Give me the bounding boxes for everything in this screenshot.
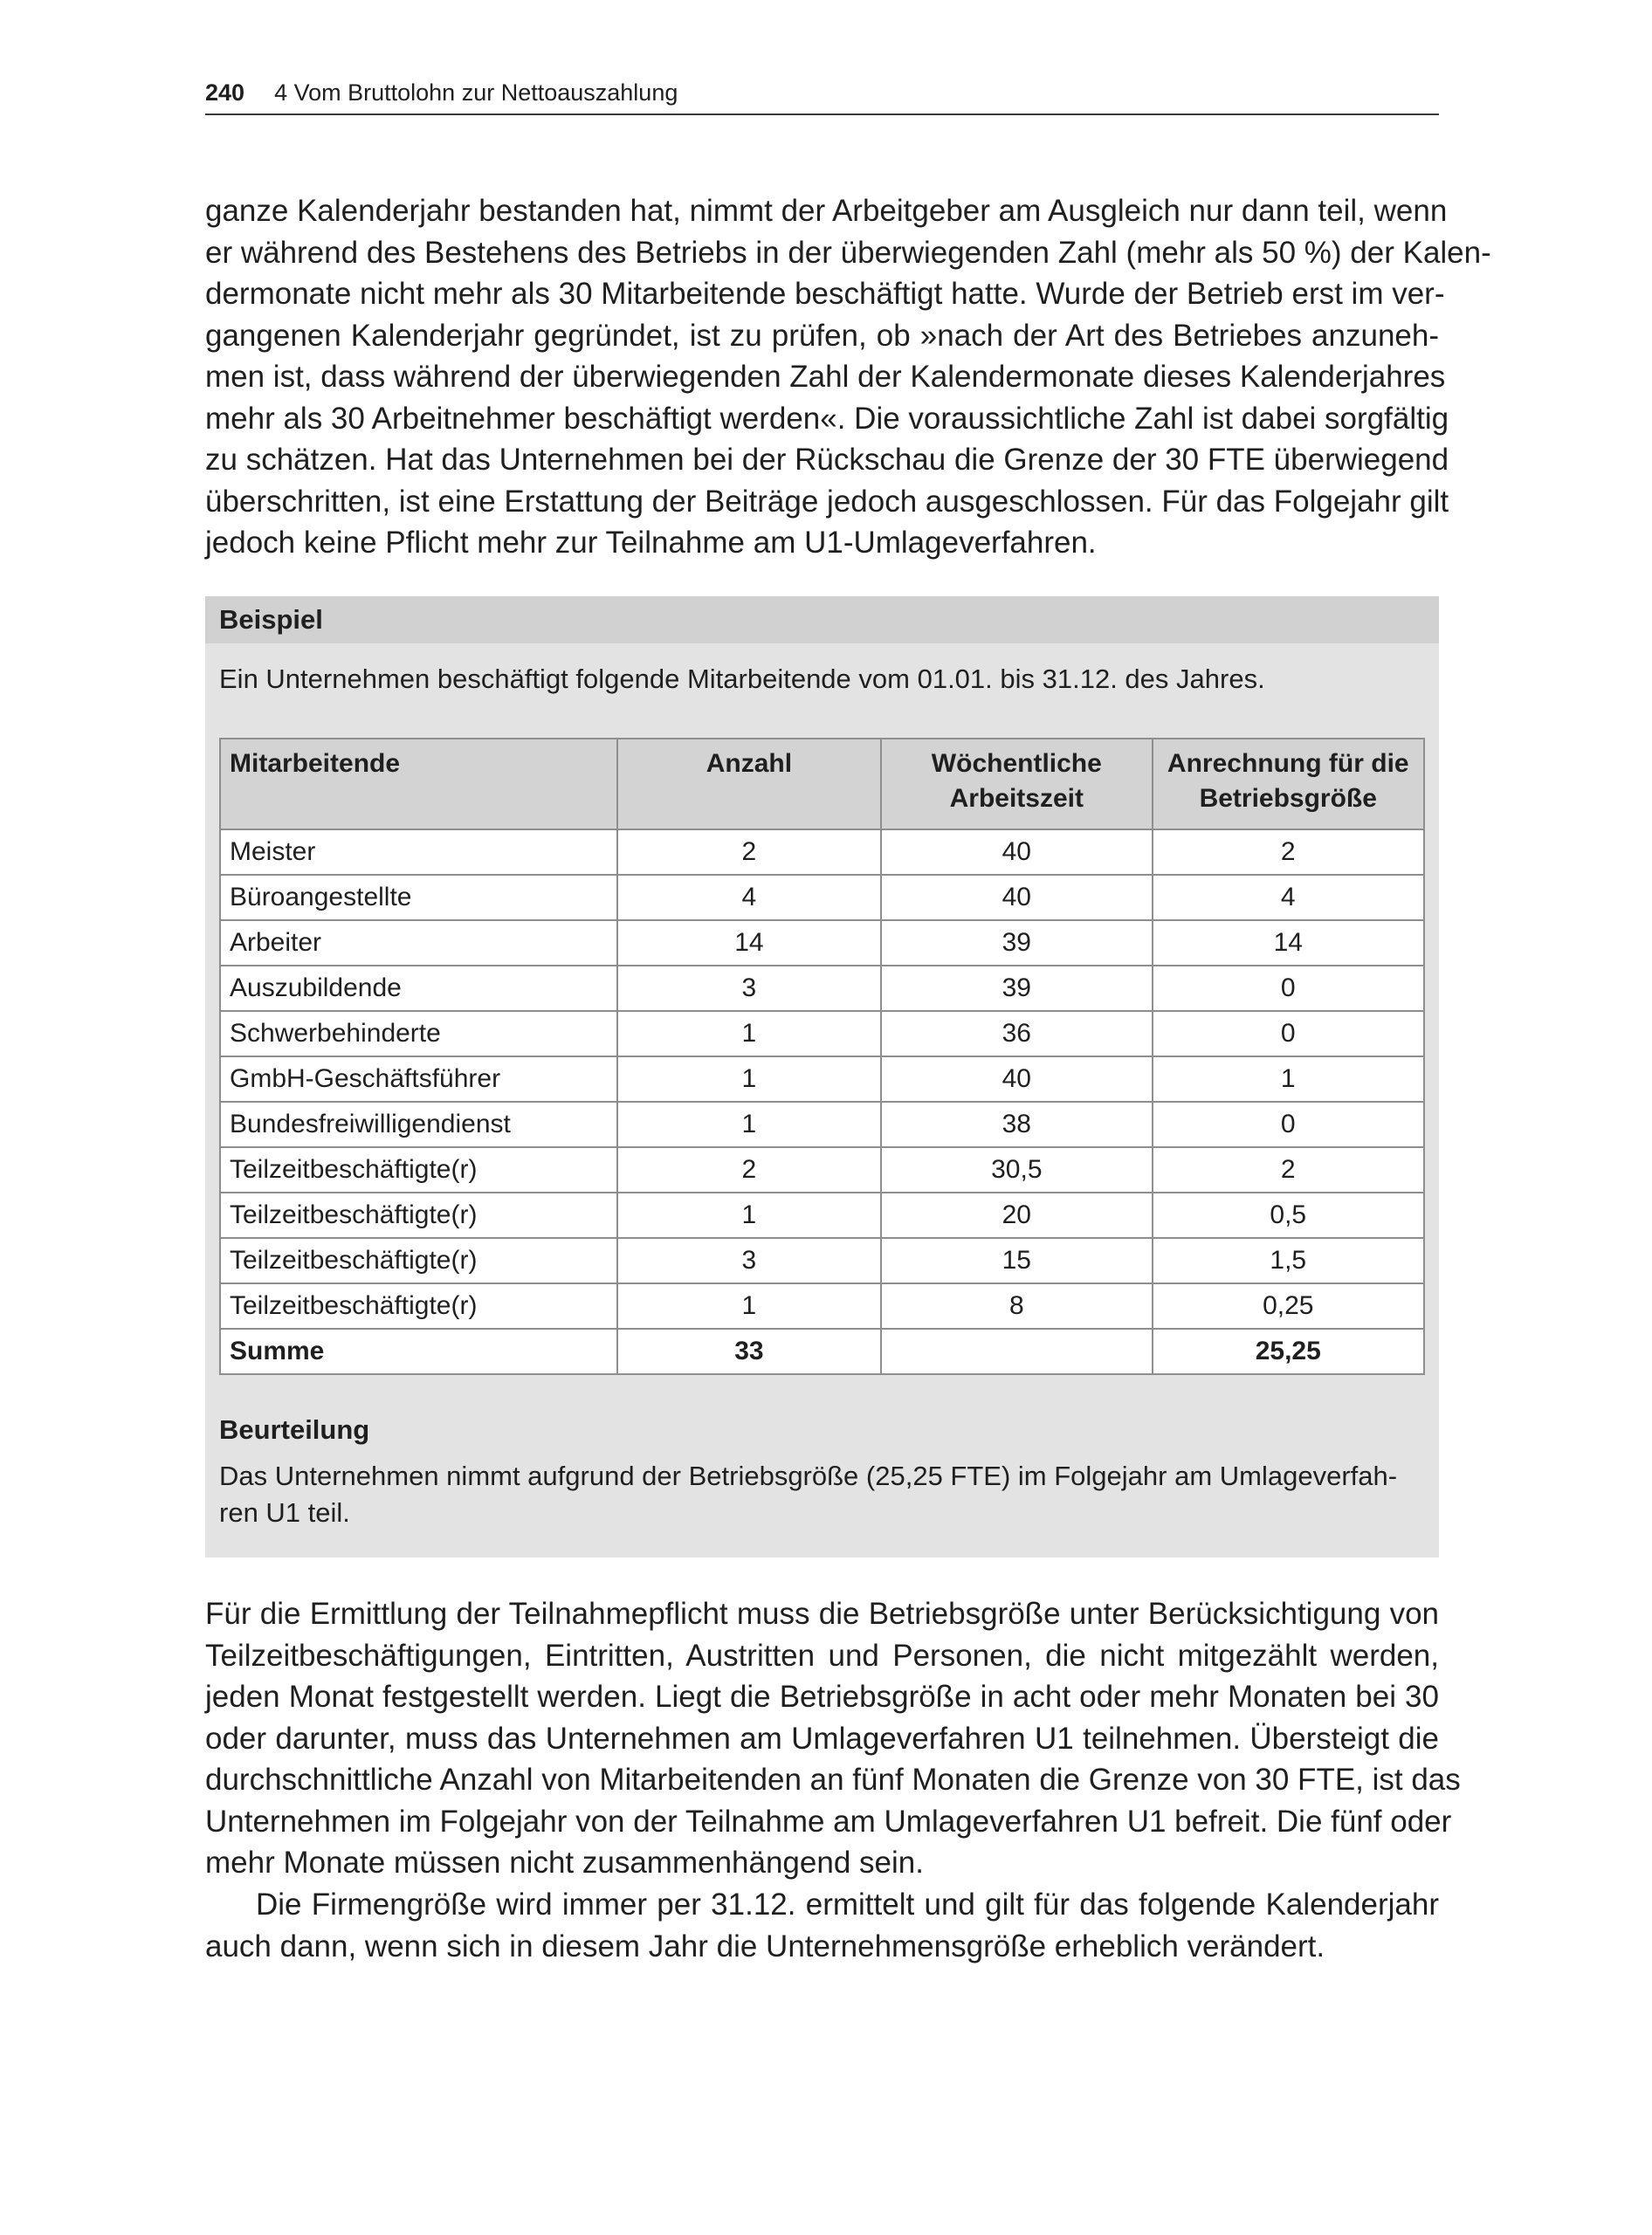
cell-count: 1: [617, 1283, 881, 1329]
text-line: mehr als 30 Arbeitnehmer beschäftigt werden«. Die voraussichtliche Zahl ist dabei sorgfältig: [205, 401, 1449, 436]
column-header-mitarbeitende: Mitarbeitende: [220, 739, 617, 829]
cell-weekly-hours: 15: [881, 1238, 1152, 1283]
table-row: [220, 1102, 1424, 1147]
text-line: mehr Monate müssen nicht zusammenhängend sein.: [205, 1846, 924, 1880]
table-row: [220, 920, 1424, 966]
cell-employee-type: Büroangestellte: [220, 875, 617, 920]
cell-fte-credit: 14: [1153, 920, 1424, 966]
text-line: jeden Monat festgestellt werden. Liegt die Betriebsgröße in acht oder mehr Monaten bei 30: [205, 1680, 1439, 1714]
cell-weekly-hours: 36: [881, 1011, 1152, 1056]
column-header-anzahl: Anzahl: [617, 739, 881, 829]
cell-employee-type: Teilzeitbeschäftigte(r): [220, 1147, 617, 1193]
body-paragraph-1: [205, 1593, 1461, 1884]
employee-table: [219, 738, 1425, 1375]
text-line: Das Unternehmen nimmt aufgrund der Betriebsgröße (25,25 FTE) im Folgejahr am Umlageverfah-: [219, 1461, 1398, 1491]
cell-employee-type: Meister: [220, 829, 617, 875]
cell-employee-type: Teilzeitbeschäftigte(r): [220, 1283, 617, 1329]
text-line: Die Firmengröße wird immer per 31.12. ermittelt und gilt für das folgende Kalenderjahr: [256, 1888, 1439, 1922]
table-row: [220, 1056, 1424, 1102]
example-box-title: Beispiel: [205, 596, 1439, 643]
cell-weekly-hours: 38: [881, 1102, 1152, 1147]
cell-weekly-hours: 40: [881, 875, 1152, 920]
cell-count: 2: [617, 1147, 881, 1193]
cell-fte-credit: 1: [1153, 1056, 1424, 1102]
cell-employee-type: Schwerbehinderte: [220, 1011, 617, 1056]
table-header-row: [220, 739, 1424, 829]
cell-weekly-hours: 40: [881, 1056, 1152, 1102]
text-line: durchschnittliche Anzahl von Mitarbeitenden an fünf Monaten die Grenze von 30 FTE, ist das: [205, 1763, 1461, 1797]
text-line: dermonate nicht mehr als 30 Mitarbeitende beschäftigt hatte. Wurde der Betrieb erst im ver-: [205, 277, 1445, 311]
column-header-anrechnung: Anrechnung für die Betriebsgröße: [1153, 739, 1424, 829]
body-paragraph-2: [205, 1884, 1439, 1967]
cell-employee-type: Teilzeitbeschäftigte(r): [220, 1238, 617, 1283]
cell-count: 14: [617, 920, 881, 966]
text-line: Für die Ermittlung der Teilnahmepflicht muss die Betriebsgröße unter Berücksichtigung von: [205, 1597, 1439, 1631]
text-line: Unternehmen im Folgejahr von der Teilnahme am Umlageverfahren U1 befreit. Die fünf oder: [205, 1804, 1452, 1839]
text-line: oder darunter, muss das Unternehmen am Umlageverfahren U1 teilnehmen. Übersteigt die: [205, 1721, 1439, 1756]
cell-count: 3: [617, 966, 881, 1011]
cell-employee-type: GmbH-Geschäftsführer: [220, 1056, 617, 1102]
cell-fte-credit: 0: [1153, 966, 1424, 1011]
text-line: überschritten, ist eine Erstattung der Beiträge jedoch ausgeschlossen. Für das Folgejahr gilt: [205, 484, 1449, 519]
text-line: er während des Bestehens des Betriebs in der überwiegenden Zahl (mehr als 50 %) der Kalen-: [205, 235, 1491, 270]
intro-paragraph: [205, 190, 1491, 564]
sum-cell-employee-type: Summe: [220, 1329, 617, 1374]
example-box: [205, 596, 1439, 1558]
cell-employee-type: Arbeiter: [220, 920, 617, 966]
text-line: men ist, dass während der überwiegenden Zahl der Kalendermonate dieses Kalenderjahres: [205, 360, 1446, 394]
cell-employee-type: Teilzeitbeschäftigte(r): [220, 1193, 617, 1238]
text-line: gangenen Kalenderjahr gegründet, ist zu prüfen, ob »nach der Art des Betriebes anzuneh-: [205, 318, 1439, 353]
sum-cell-fte-credit: 25,25: [1153, 1329, 1424, 1374]
table-row: [220, 1147, 1424, 1193]
cell-count: 1: [617, 1011, 881, 1056]
table-row: [220, 966, 1424, 1011]
running-header: [205, 79, 1439, 115]
cell-employee-type: Bundesfreiwilligendienst: [220, 1102, 617, 1147]
table-row: [220, 1238, 1424, 1283]
assessment-title: Beurteilung: [219, 1414, 370, 1445]
text-line: zu schätzen. Hat das Unternehmen bei der Rückschau die Grenze der 30 FTE überwiegend: [205, 443, 1449, 477]
page-number: 240: [205, 79, 245, 106]
cell-weekly-hours: 20: [881, 1193, 1152, 1238]
cell-fte-credit: 0: [1153, 1102, 1424, 1147]
cell-count: 1: [617, 1102, 881, 1147]
cell-employee-type: Auszubildende: [220, 966, 617, 1011]
assessment-text: [219, 1458, 1425, 1531]
cell-weekly-hours: 30,5: [881, 1147, 1152, 1193]
cell-fte-credit: 1,5: [1153, 1238, 1424, 1283]
cell-weekly-hours: 39: [881, 920, 1152, 966]
example-intro: Ein Unternehmen beschäftigt folgende Mitarbeitende vom 01.01. bis 31.12. des Jahres.: [219, 664, 1265, 694]
cell-fte-credit: 2: [1153, 829, 1424, 875]
text-line: auch dann, wenn sich in diesem Jahr die Unternehmensgröße erheblich verändert.: [205, 1929, 1325, 1963]
cell-count: 4: [617, 875, 881, 920]
text-line: ganze Kalenderjahr bestanden hat, nimmt der Arbeitgeber am Ausgleich nur dann teil, wenn: [205, 194, 1448, 228]
cell-fte-credit: 4: [1153, 875, 1424, 920]
cell-weekly-hours: 40: [881, 829, 1152, 875]
table-row: [220, 1011, 1424, 1056]
table-row: [220, 829, 1424, 875]
table-sum-row: [220, 1329, 1424, 1374]
text-line: Teilzeitbeschäftigungen, Eintritten, Austritten und Personen, die nicht mitgezählt werden,: [205, 1638, 1439, 1673]
text-line: ren U1 teil.: [219, 1497, 350, 1528]
table-row: [220, 1283, 1424, 1329]
table-row: [220, 1193, 1424, 1238]
sum-cell-count: 33: [617, 1329, 881, 1374]
cell-count: 1: [617, 1193, 881, 1238]
sum-cell-weekly-hours: [881, 1329, 1152, 1374]
cell-count: 2: [617, 829, 881, 875]
cell-fte-credit: 0: [1153, 1011, 1424, 1056]
cell-fte-credit: 0,25: [1153, 1283, 1424, 1329]
cell-fte-credit: 2: [1153, 1147, 1424, 1193]
chapter-title: 4 Vom Bruttolohn zur Nettoauszahlung: [274, 79, 678, 106]
cell-count: 1: [617, 1056, 881, 1102]
cell-weekly-hours: 8: [881, 1283, 1152, 1329]
column-header-arbeitszeit: Wöchentliche Arbeitszeit: [881, 739, 1152, 829]
cell-count: 3: [617, 1238, 881, 1283]
cell-weekly-hours: 39: [881, 966, 1152, 1011]
text-line: jedoch keine Pflicht mehr zur Teilnahme am U1-Umlageverfahren.: [205, 526, 1097, 560]
cell-fte-credit: 0,5: [1153, 1193, 1424, 1238]
table-row: [220, 875, 1424, 920]
